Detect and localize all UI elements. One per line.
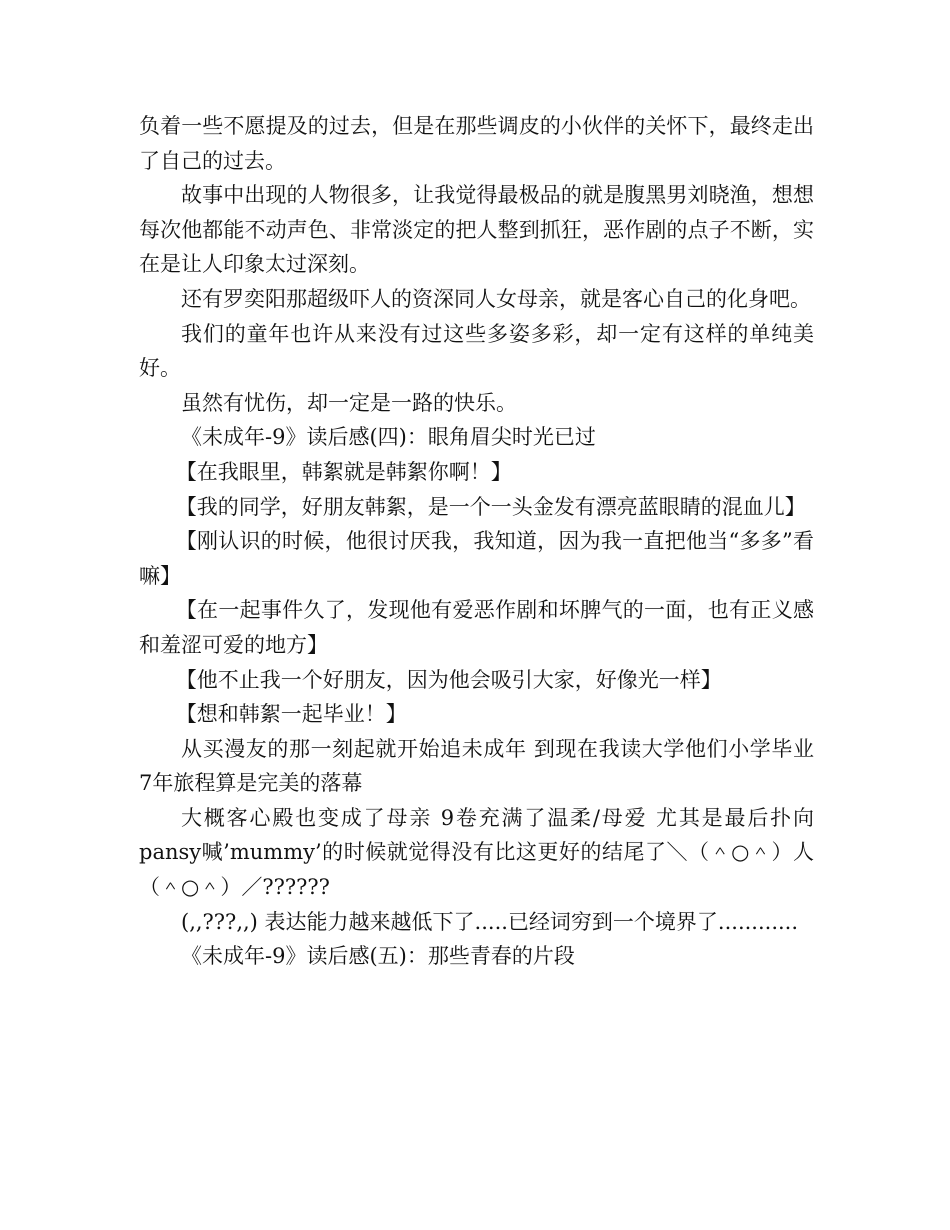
quote-paragraph: 【刚认识的时候，他很讨厌我，我知道，因为我一直把他当“多多”看嘛】 [139,529,814,588]
section-heading: 《未成年-9》读后感(四)：眼角眉尖时光已过 [181,425,596,450]
paragraph: 大概客心殿也变成了母亲 9卷充满了温柔/母爱 尤其是最后扑向pansy喊’mummy’的时候就觉得没有比这更好的结尾了＼（＾○＾）人（＾○＾）／?????? [139,805,814,900]
quote-paragraph: 【我的同学，好朋友韩絮，是一个一头金发有漂亮蓝眼睛的混血儿】 [175,494,806,519]
quote-paragraph: 【在我眼里，韩絮就是韩絮你啊！】 [175,459,512,484]
quote-paragraph: 【他不止我一个好朋友，因为他会吸引大家，好像光一样】 [175,667,722,692]
paragraph: 故事中出现的人物很多，让我觉得最极品的就是腹黑男刘晓渔，想想每次他都能不动声色、非常淡定的把人整到抓狂，恶作剧的点子不断，实在是让人印象太过深刻。 [139,183,814,277]
paragraph: 从买漫友的那一刻起就开始追未成年 到现在我读大学他们小学毕业 7年旅程算是完美的落幕 [139,736,814,796]
quote-paragraph: 【想和韩絮一起毕业！】 [175,702,407,727]
quote-paragraph: 【在一起事件久了，发现他有爱恶作剧和坏脾气的一面，也有正义感和羞涩可爱的地方】 [139,598,814,657]
paragraph: (,,???,,) 表达能力越来越低下了.....已经词穷到一个境界了............ [181,909,799,934]
paragraph: 我们的童年也许从来没有过这些多姿多彩，却一定有这样的单纯美好。 [139,321,814,381]
paragraph: 还有罗奕阳那超级吓人的资深同人女母亲，就是客心自己的化身吧。 [181,286,811,311]
paragraph: 负着一些不愿提及的过去，但是在那些调皮的小伙伴的关怀下，最终走出了自己的过去。 [139,114,814,173]
section-heading: 《未成年-9》读后感(五)：那些青春的片段 [181,944,575,969]
document-body [139,109,814,974]
paragraph: 虽然有忧伤，却一定是一路的快乐。 [181,390,517,415]
